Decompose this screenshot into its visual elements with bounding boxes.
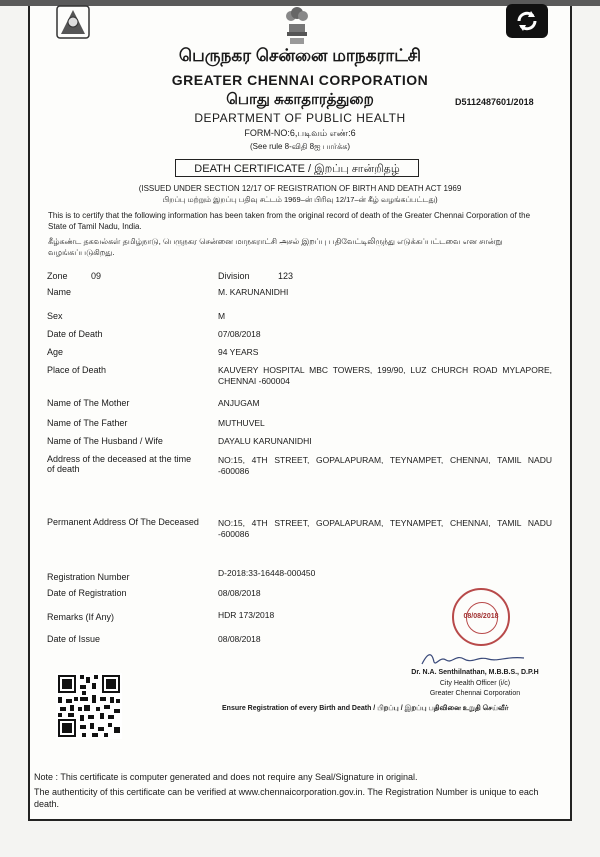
mother-value: ANJUGAM [218,398,260,408]
address-time-label-line2: of death [47,464,80,474]
officer-signature [418,650,528,668]
issue-date-value: 08/08/2018 [218,634,261,644]
form-number: FORM-NO:6,படிவம் எண்:6 [244,128,356,138]
issued-under: (ISSUED UNDER SECTION 12/17 OF REGISTRATION OF BIRTH AND DEATH ACT 1969 [138,184,462,193]
address-time-label [47,454,191,474]
title-english: GREATER CHENNAI CORPORATION [171,72,429,88]
mother-label: Name of The Mother [47,398,130,408]
remarks-value: HDR 173/2018 [218,610,275,620]
certificate-number: D5112487601/2018 [455,97,534,107]
registration-number-label: Registration Number [47,572,130,582]
officer-name: Dr. N.A. Senthilnathan, M.B.B.S., D.P.H [411,669,539,676]
stamp-date: 08/08/2018 [463,613,499,620]
permanent-address-label: Permanent Address Of The Deceased [47,517,199,527]
health-department-stamp [452,588,510,646]
name-value: M. KARUNANIDHI [218,287,289,297]
place-of-death-label: Place of Death [47,365,107,375]
zone-value: 09 [91,271,102,281]
intro-english: This is to certify that the following information has been taken from the original record of death of the Greater Chennai Corporation of the State of Tamil Nadu, India. [48,211,531,231]
age-label: Age [47,347,64,357]
rule-reference: (See rule 8-விதி 8ஐ பார்க்க) [250,142,350,151]
date-of-death-value: 07/08/2018 [218,329,261,339]
note-text: Note : This certificate is computer generated and does not require any Seal/Signature in original. [34,772,418,782]
title-tamil: பெருநகர சென்னை மாநகராட்சி [178,46,422,65]
subtitle-tamil: பொது சுகாதாரத்துறை [226,91,374,108]
spouse-value: DAYALU KARUNANIDHI [218,436,312,446]
qr-code [56,673,122,739]
officer-title: City Health Officer (i/c) [439,680,511,687]
date-of-death-label: Date of Death [47,329,103,339]
address-time-label-line1: Address of the deceased at the time [47,454,192,464]
intro-tamil: கீழ்கண்ட தகவல்கள் தமிழ்நாடு, பெருநகர சென்னை மாநகராட்சி அசல் இறப்பு பதிவேட்டிலிருந்து எடுக்கப்பட்டவை என சான்று வழங்கப்படுகிறது. [48,237,503,257]
registration-date-value: 08/08/2018 [218,588,261,598]
spouse-label: Name of The Husband / Wife [47,436,163,446]
officer-org: Greater Chennai Corporation [429,690,521,697]
registration-number-value: D-2018:33-16448-000450 [218,568,316,578]
division-value: 123 [278,271,294,281]
permanent-address-value: NO:15, 4TH STREET, GOPALAPURAM, TEYNAMPET, CHENNAI, TAMIL NADU -600086 [218,518,552,539]
sex-value: M [218,311,226,321]
age-value: 94 YEARS [218,347,259,357]
state-emblem-icon [280,2,314,48]
father-label: Name of The Father [47,418,128,428]
address-time-value: NO:15, 4TH STREET, GOPALAPURAM, TEYNAMPET, CHENNAI, TAMIL NADU -600086 [218,455,552,476]
remarks-label: Remarks (If Any) [47,612,115,622]
refresh-icon[interactable] [506,4,548,38]
division-label: Division [218,271,250,281]
name-label: Name [47,287,72,297]
place-of-death-value: KAUVERY HOSPITAL MBC TOWERS, 199/90, LUZ CHURCH ROAD MYLAPORE, CHENNAI -600004 [218,365,552,386]
department: DEPARTMENT OF PUBLIC HEALTH [194,111,406,125]
certificate-title: DEATH CERTIFICATE / இறப்பு சான்றிதழ் [175,159,419,177]
issue-date-label: Date of Issue [47,634,101,644]
father-value: MUTHUVEL [218,418,265,428]
authenticity-text: The authenticity of this certificate can be verified at www.chennaicorporation.gov.in. The Registration Number is unique to each death. [34,787,539,809]
ensure-registration: Ensure Registration of every Birth and Death / பிறப்பு / இறப்பு பதிவினை உறுதி செய்வீர் [222,705,509,712]
sex-label: Sex [47,311,63,321]
issued-under-tamil: பிறப்பு மற்றும் இறப்பு பதிவு சட்டம் 1969–ன் பிரிவு 12/17–ன் கீழ் வழங்கப்பட்டது) [162,195,438,204]
registration-date-label: Date of Registration [47,588,127,598]
zone-label: Zone [47,271,68,281]
corporation-emblem-icon [53,4,93,40]
